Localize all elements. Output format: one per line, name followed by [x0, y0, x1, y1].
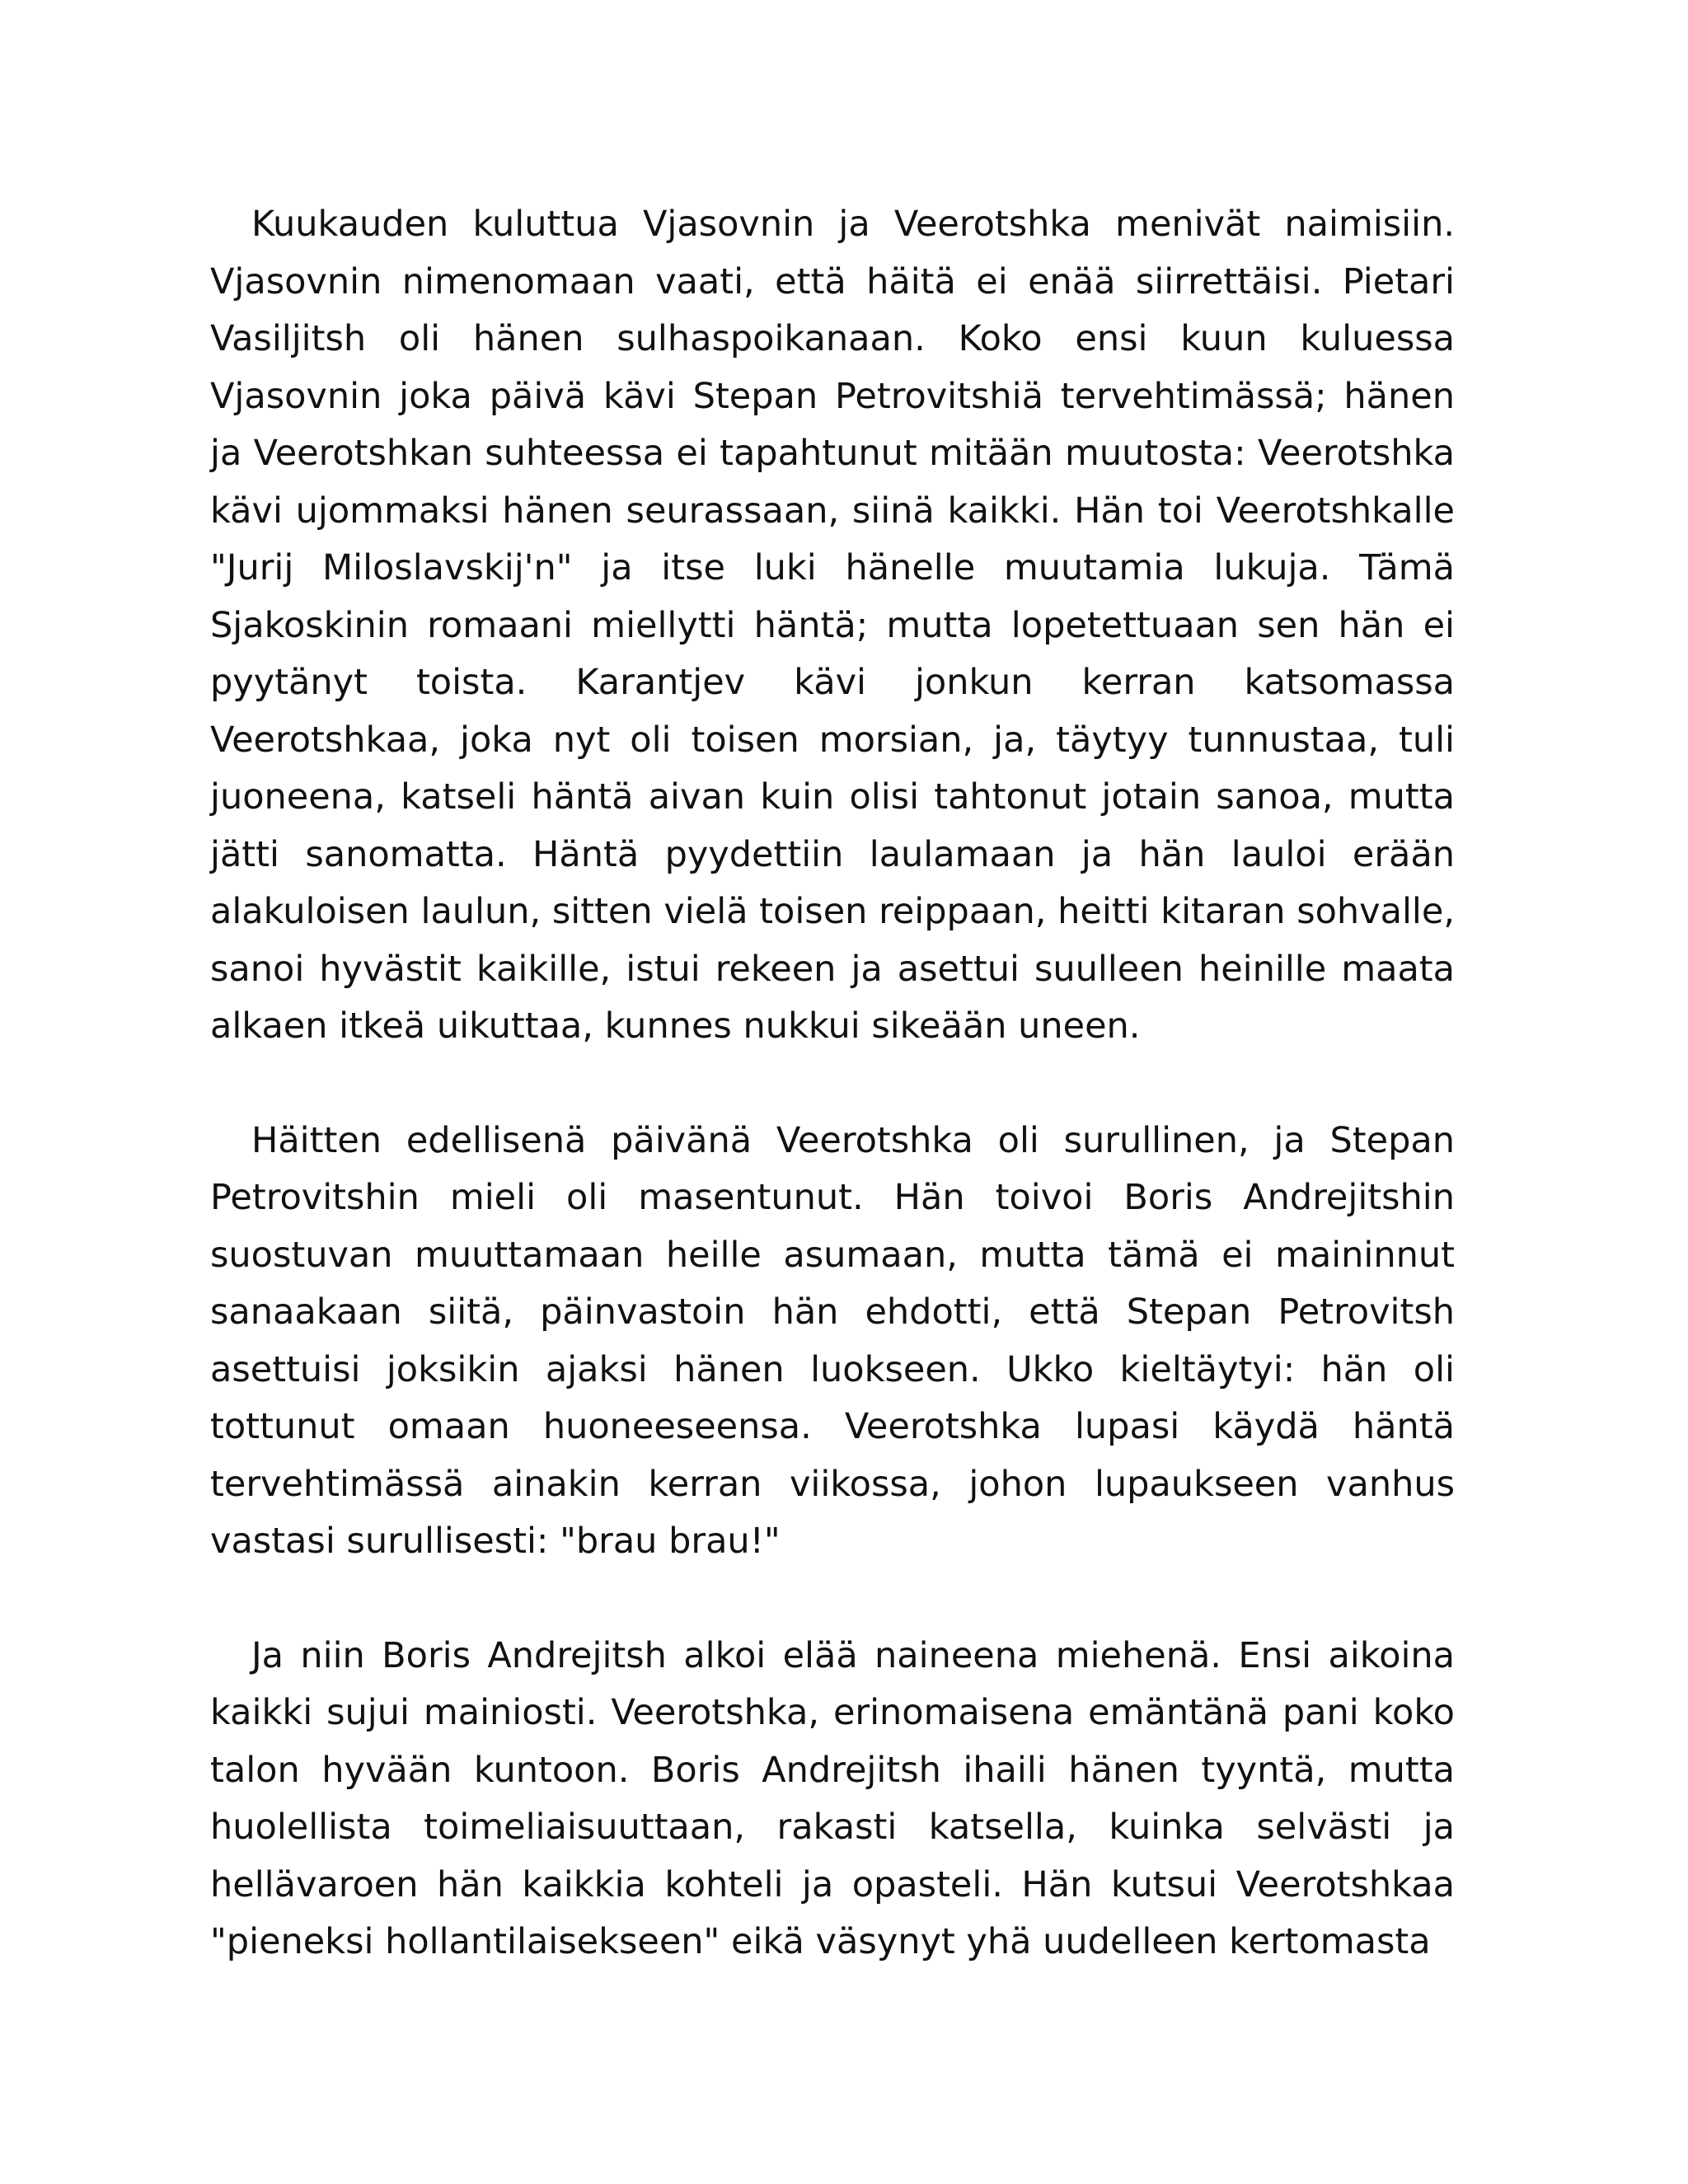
paragraph-2: Häitten edellisenä päivänä Veerotshka oli surullinen, ja Stepan Petrovitshin mieli oli masentunut. Hän toivoi Boris Andrejitshin suostuvan muuttamaan heille asumaan, mutta tämä ei maininnut sanaakaan siitä, päinvastoin hän ehdotti, että Stepan Petrovitsh asettuisi joksikin ajaksi hänen luokseen. Ukko kieltäytyi: hän oli tottunut omaan huoneeseensa. Veerotshka lupasi käydä häntä tervehtimässä ainakin kerran viikossa, johon lupaukseen vanhus vastasi surullisesti: "brau brau!"	[210, 1119, 1455, 1562]
document-page	[210, 196, 1455, 1971]
paragraph-3: Ja niin Boris Andrejitsh alkoi elää naineena miehenä. Ensi aikoina kaikki sujui mainiosti. Veerotshka, erinomaisena emäntänä pani koko talon hyvään kuntoon. Boris Andrejitsh ihaili hänen tyyntä, mutta huolellista toimeliaisuuttaan, rakasti katsella, kuinka selvästi ja hellävaroen hän kaikkia kohteli ja opasteli. Hän kutsui Veerotshkaa "pieneksi hollantilaisekseen" eikä väsynyt yhä uudelleen kertomasta	[210, 1634, 1455, 1962]
paragraph-1: Kuukauden kuluttua Vjasovnin ja Veerotshka menivät naimisiin. Vjasovnin nimenomaan vaati, että häitä ei enää siirrettäisi. Pietari Vasiljitsh oli hänen sulhaspoikanaan. Koko ensi kuun kuluessa Vjasovnin joka päivä kävi Stepan Petrovitshiä tervehtimässä; hänen ja Veerotshkan suhteessa ei tapahtunut mitään muutosta: Veerotshka kävi ujommaksi hänen seurassaan, siinä kaikki. Hän toi Veerotshkalle "Jurij Miloslavskij'n" ja itse luki hänelle muutamia lukuja. Tämä Sjakoskinin romaani miellytti häntä; mutta lopetettuaan sen hän ei pyytänyt toista. Karantjev kävi jonkun kerran katsomassa Veerotshkaa, joka nyt oli toisen morsian, ja, täytyy tunnustaa, tuli juoneena, katseli häntä aivan kuin olisi tahtonut jotain sanoa, mutta jätti sanomatta. Häntä pyydettiin laulamaan ja hän lauloi erään alakuloisen laulun, sitten vielä toisen reippaan, heitti kitaran sohvalle, sanoi hyvästit kaikille, istui rekeen ja asettui suulleen heinille maata alkaen itkeä uikuttaa, kunnes nukkui sikeään uneen.	[210, 204, 1455, 1047]
